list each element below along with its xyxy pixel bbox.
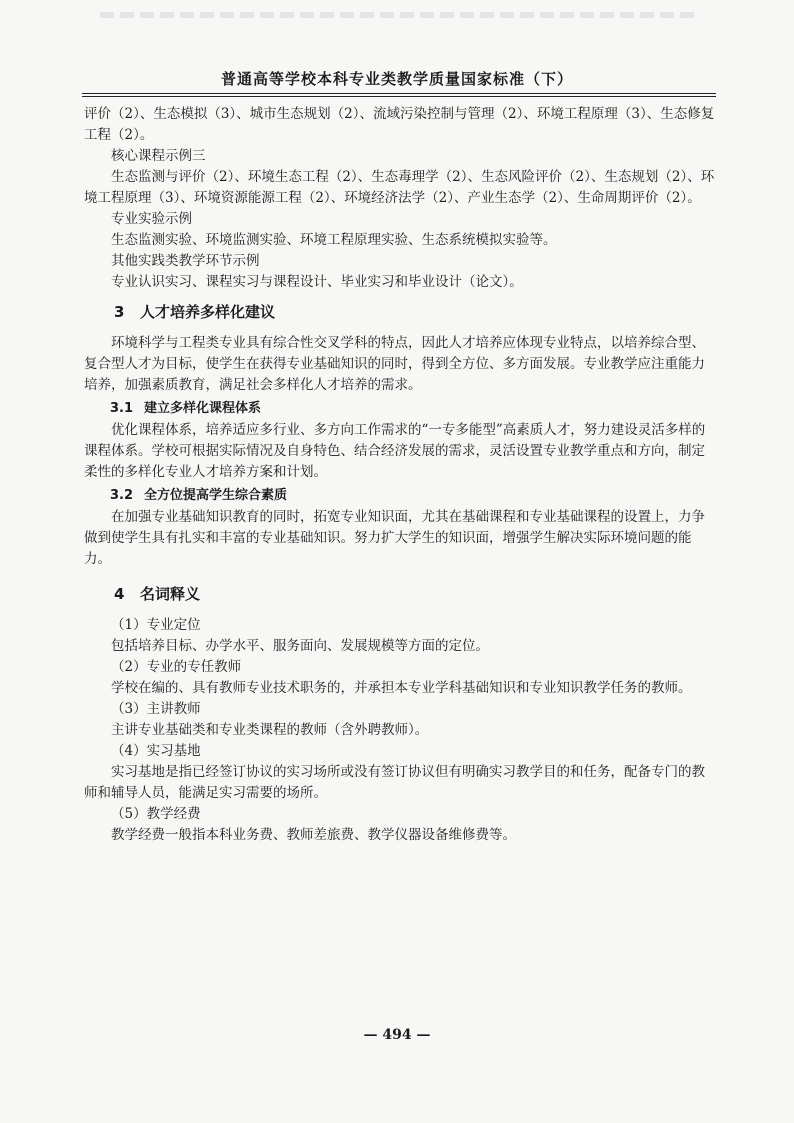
term-label: （1）专业定位 <box>111 617 201 633</box>
example-heading: 核心课程示例三 <box>111 148 206 164</box>
section-4-heading <box>84 584 718 605</box>
header-rule <box>82 93 716 94</box>
term-label: （4）实习基地 <box>111 743 201 759</box>
practice-heading: 其他实践类教学环节示例 <box>111 253 260 269</box>
section-number: 3 <box>114 303 125 321</box>
subsection-3-2-heading <box>84 485 718 506</box>
continued-paragraph: 评价（2）、生态模拟（3）、城市生态规划（2）、流域污染控制与管理（2）、环境工程原理（3）、生态修复工程（2）。 <box>84 106 715 143</box>
example-paragraph: 生态监测与评价（2）、环境生态工程（2）、生态毒理学（2）、生态风险评价（2）、生态规划（2）、环境工程原理（3）、环境资源能源工程（2）、环境经济法学（2）、产业生态学（2）、生命周期评价（2）。 <box>84 169 715 206</box>
subsection-3-2-paragraph: 在加强专业基础知识教育的同时，拓宽专业知识面，尤其在基础课程和专业基础课程的设置上，力争做到使学生具有扎实和丰富的专业基础知识。努力扩大学生的知识面，增强学生解决实际环境问题的能力。 <box>84 509 705 567</box>
subsection-number: 3.1 <box>110 401 134 416</box>
term-definition: 实习基地是指已经签订协议的实习场所或没有签订协议但有明确实习教学目的和任务，配备专门的教师和辅导人员，能满足实习需要的场所。 <box>84 764 705 801</box>
term-definition: 包括培养目标、办学水平、服务面向、发展规模等方面的定位。 <box>111 638 489 654</box>
term-label: （5）教学经费 <box>111 806 201 822</box>
labs-heading: 专业实验示例 <box>111 211 192 227</box>
subsection-title: 建立多样化课程体系 <box>144 401 262 416</box>
page-number: — 494 — <box>363 1027 431 1043</box>
page-body <box>84 104 718 846</box>
section-3-intro: 环境科学与工程类专业具有综合性交叉学科的特点，因此人才培养应体现专业特点，以培养综合型、复合型人才为目标，使学生在获得专业基础知识的同时，得到全方位、多方面发展。专业教学应注重能力培养，加强素质教育，满足社会多样化人才培养的需求。 <box>84 335 705 393</box>
subsection-3-1-heading <box>84 398 718 419</box>
term-definition: 学校在编的、具有教师专业技术职务的，并承担本专业学科基础知识和专业知识教学任务的教师。 <box>111 680 692 696</box>
practice-paragraph: 专业认识实习、课程实习与课程设计、毕业实习和毕业设计（论文）。 <box>111 274 523 290</box>
section-3-heading <box>84 302 718 323</box>
running-header: 普通高等学校本科专业类教学质量国家标准（下） <box>220 70 573 88</box>
section-title: 名词释义 <box>140 585 201 603</box>
term-label: （3）主讲教师 <box>111 701 201 717</box>
term-definition: 主讲专业基础类和专业类课程的教师（含外聘教师）。 <box>111 722 429 738</box>
scan-artifact <box>100 12 700 18</box>
header-rule-thin <box>82 96 716 97</box>
subsection-title: 全方位提高学生综合素质 <box>144 488 288 503</box>
section-title: 人才培养多样化建议 <box>140 303 276 321</box>
section-number: 4 <box>114 585 125 603</box>
term-label: （2）专业的专任教师 <box>111 659 242 675</box>
term-definition: 教学经费一般指本科业务费、教师差旅费、教学仪器设备维修费等。 <box>111 827 516 843</box>
labs-paragraph: 生态监测实验、环境监测实验、环境工程原理实验、生态系统模拟实验等。 <box>111 232 557 248</box>
subsection-3-1-paragraph: 优化课程体系，培养适应多行业、多方向工作需求的“一专多能型”高素质人才，努力建设灵活多样的课程体系。学校可根据实际情况及自身特色、结合经济发展的需求，灵活设置专业教学重点和方向，制定柔性的多样化专业人才培养方案和计划。 <box>84 422 706 480</box>
subsection-number: 3.2 <box>110 488 134 503</box>
